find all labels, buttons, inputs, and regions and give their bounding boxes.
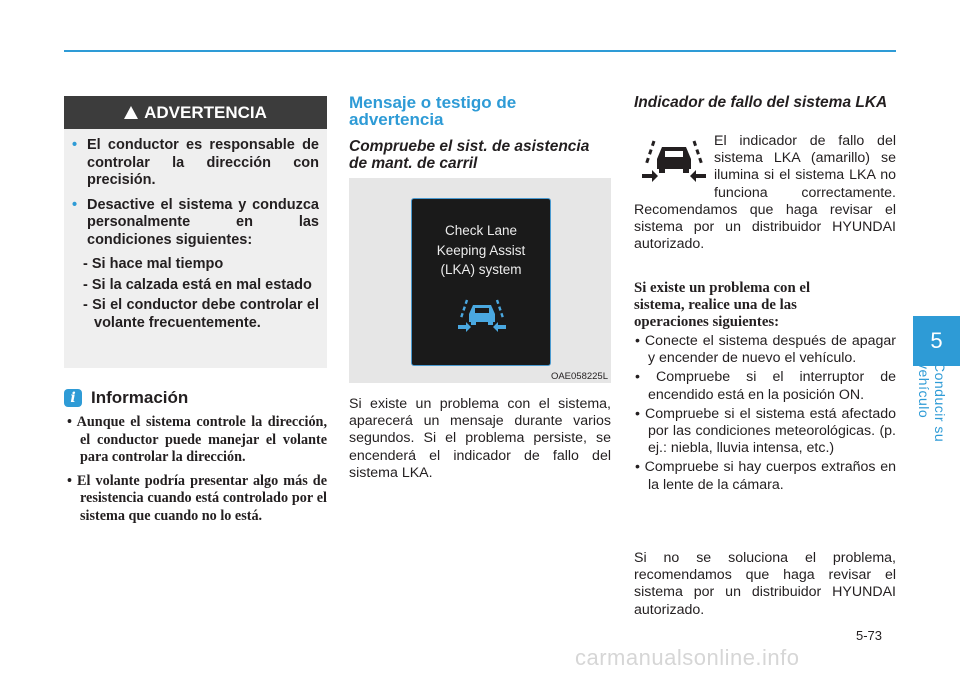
bullet-icon: • [72, 196, 78, 213]
chapter-title: Conducir su vehículo [916, 362, 948, 443]
lka-malfunction-icon [634, 133, 714, 190]
closing-paragraph: Si no se soluciona el problema, recomendamos que haga revisar el sistema por un distribuidor HYUNDAI autorizado. [634, 550, 896, 618]
problem-heading: Si existe un problema con el sistema, realice una de las operaciones siguientes: [634, 280, 811, 331]
warning-item: • El conductor es responsable de controlar la dirección con precisión. [72, 137, 319, 188]
cluster-figure [349, 178, 611, 383]
warning-title: ADVERTENCIA [144, 102, 267, 122]
paragraph: Si existe un problema con el sistema, aparecerá un mensaje durante varios segundos. Si el problema persiste, se encenderá el indicador de fallo del sistema LKA. [349, 396, 611, 481]
warning-header [64, 96, 327, 129]
cluster-message: Check Lane Keeping Assist (LKA) system [436, 223, 526, 277]
bullet-list [634, 333, 896, 496]
figure-code: OAE058225L [550, 371, 608, 382]
list-item: • Compruebe si el sistema está afectado por las condiciones meteorológicas. (p. ej.: niebla, lluvia intensa, etc.) [635, 405, 896, 457]
bullet-icon: • [72, 137, 78, 153]
cluster-display [411, 198, 551, 366]
warning-subitem: - Si el conductor debe controlar el volante frecuentemente. [83, 297, 319, 331]
chapter-tab: 5 [913, 316, 960, 366]
list-item: • Compruebe si el interruptor de encendido está en la posición ON. [635, 369, 896, 403]
section-subheading: Compruebe el sist. de asistencia de mant. de carril [349, 138, 590, 172]
warning-triangle-icon [124, 106, 138, 119]
list-item: • Conecte el sistema después de apagar y encender de nuevo el vehículo. [635, 333, 896, 367]
lka-car-icon [456, 295, 508, 335]
list-item: • Compruebe si hay cuerpos extraños en la lente de la cámara. [635, 459, 896, 493]
page-number: 5-73 [856, 628, 883, 643]
info-icon: i [64, 389, 82, 407]
info-item: • Aunque el sistema controle la dirección, el conductor puede manejar el volante para controlar la dirección. [67, 414, 327, 465]
info-header [64, 388, 188, 408]
warning-item: • Desactive el sistema y conduzca personalmente en las condiciones siguientes: [72, 196, 319, 248]
section-heading: Indicador de fallo del sistema LKA [634, 94, 888, 111]
warning-box [64, 96, 327, 368]
info-title: Información [91, 388, 189, 407]
intro-paragraph: El indicador de fallo del sistema LKA (amarillo) se ilumina si el sistema LKA no funciona correctamente. Recomendamos que haga revisar el sistema por un distribuidor HYUNDAI autorizado. [634, 133, 896, 253]
info-item: • El volante podría presentar algo más de resistencia cuando está controlado por el sistema que cuando no lo está. [67, 472, 327, 524]
warning-subitem: - Si la calzada está en mal estado [83, 276, 312, 293]
warning-subitem: - Si hace mal tiempo [83, 256, 224, 272]
info-list [64, 414, 327, 531]
section-heading: Mensaje o testigo de advertencia [349, 93, 517, 129]
footer-watermark: carmanualsonline.info [575, 645, 800, 670]
top-rule [64, 50, 896, 52]
